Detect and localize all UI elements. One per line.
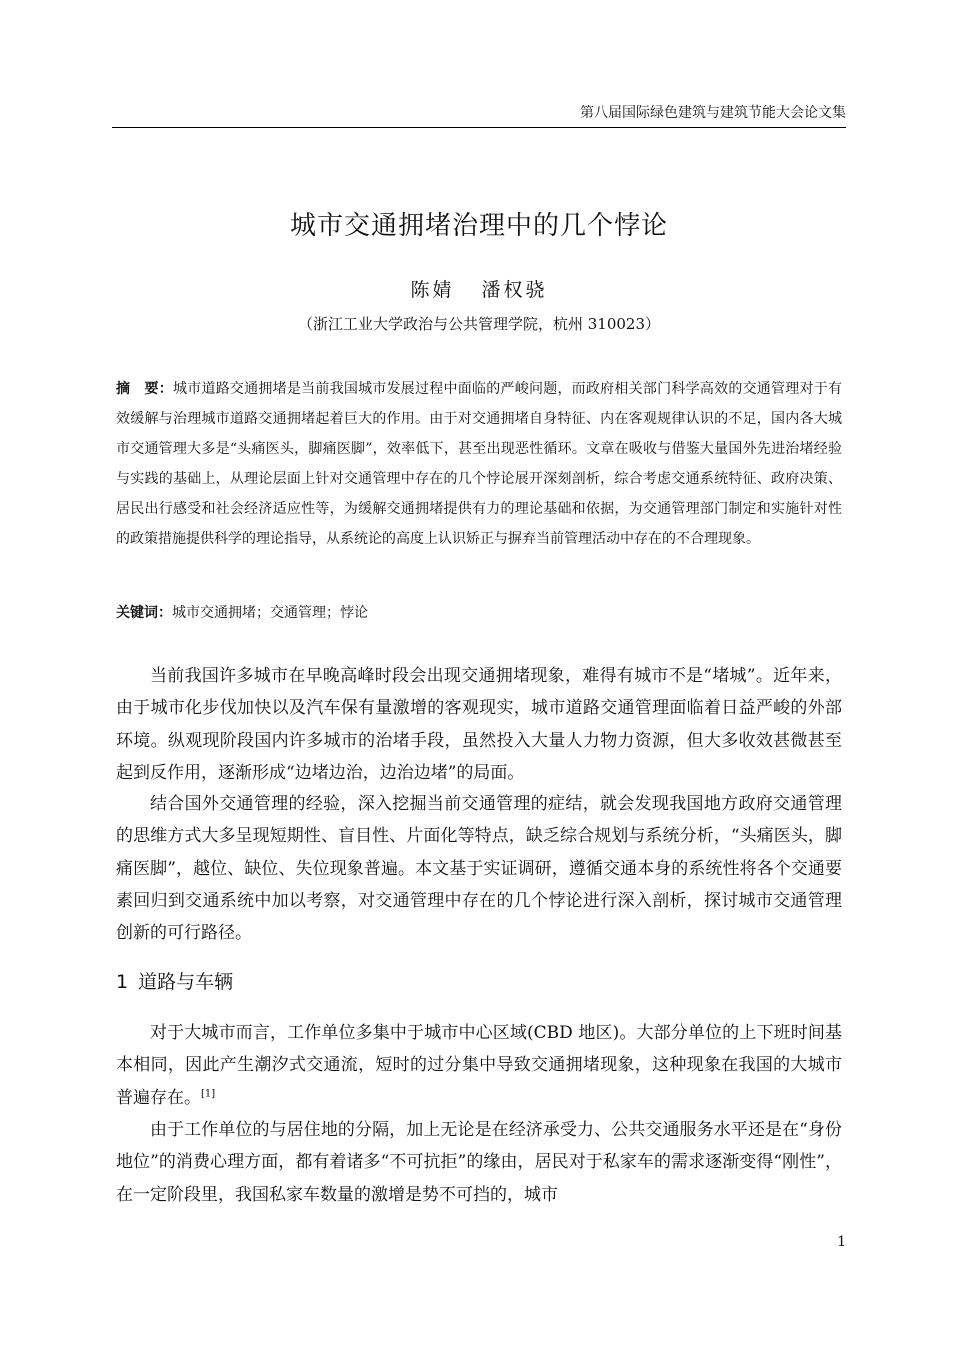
section-heading [116, 966, 842, 998]
page-number: 1 [837, 1234, 846, 1250]
abstract-text: 城市道路交通拥堵是当前我国城市发展过程中面临的严峻问题，而政府相关部门科学高效的交通管理对于有效缓解与治理城市道路交通拥堵起着巨大的作用。由于对交通拥堵自身特征、内在客观规律认识的不足，国内各大城市交通管理大多是“头痛医头，脚痛医脚”，效率低下，甚至出现恶性循环。文章在吸收与借鉴大量国外先进治堵经验与实践的基础上，从理论层面上针对交通管理中存在的几个悖论展开深刻剖析，综合考虑交通系统特征、政府决策、居民出行感受和社会经济适应性等，为缓解交通拥堵提供有力的理论基础和依据，为交通管理部门制定和实施针对性的政策措施提供科学的理论指导，从系统论的高度上认识矫正与摒弃当前管理活动中存在的不合理现象。 [116, 381, 843, 547]
keywords [116, 598, 842, 628]
body-paragraph [116, 1017, 842, 1114]
intro-paragraph: 当前我国许多城市在早晚高峰时段会出现交通拥堵现象，难得有城市不是“堵城”。近年来，由于城市化步伐加快以及汽车保有量激增的客观现实，城市道路交通管理面临着日益严峻的外部环境。纵观现阶段国内许多城市的治堵手段，虽然投入大量人力物力资源，但大多收效甚微甚至起到反作用，逐渐形成“边堵边治，边治边堵”的局面。 [116, 666, 842, 783]
section-title: 道路与车辆 [138, 971, 234, 993]
keywords-label: 关键词： [116, 605, 172, 621]
citation-ref[interactable]: [1] [201, 1087, 216, 1099]
paragraph-text: 对于大城市而言，工作单位多集中于城市中心区域(CBD 地区)。大部分单位的上下班时间基本相同，因此产生潮汐式交通流，短时的过分集中导致交通拥堵现象，这种现象在我国的大城市普遍存在。 [116, 1023, 842, 1108]
body-paragraph: 由于工作单位的与居住地的分隔，加上无论是在经济承受力、公共交通服务水平还是在“身份地位”的消费心理方面，都有着诸多“不可抗拒”的缘由，居民对于私家车的需求逐渐变得“刚性”，在一定阶段里，我国私家车数量的激增是势不可挡的，城市 [116, 1120, 842, 1205]
abstract-label: 摘 要： [116, 381, 173, 397]
keywords-text: 城市交通拥堵；交通管理；悖论 [172, 605, 368, 621]
author-list: 陈婧 潘权骁 [410, 279, 548, 301]
running-header: 第八届国际绿色建筑与建筑节能大会论文集 [580, 105, 846, 121]
intro-paragraph: 结合国外交通管理的经验，深入挖掘当前交通管理的症结，就会发现我国地方政府交通管理的思维方式大多呈现短期性、盲目性、片面化等特点，缺乏综合规划与系统分析，“头痛医头，脚痛医脚”，越位、缺位、失位现象普遍。本文基于实证调研，遵循交通本身的系统性将各个交通要素回归到交通系统中加以考察，对交通管理中存在的几个悖论进行深入剖析，探讨城市交通管理创新的可行路径。 [116, 794, 842, 944]
section-number: 1 [116, 971, 129, 993]
author-affiliation: （浙江工业大学政治与公共管理学院，杭州 310023） [297, 315, 661, 333]
header-rule [112, 127, 846, 128]
paper-title: 城市交通拥堵治理中的几个悖论 [289, 211, 668, 241]
abstract [116, 374, 842, 554]
